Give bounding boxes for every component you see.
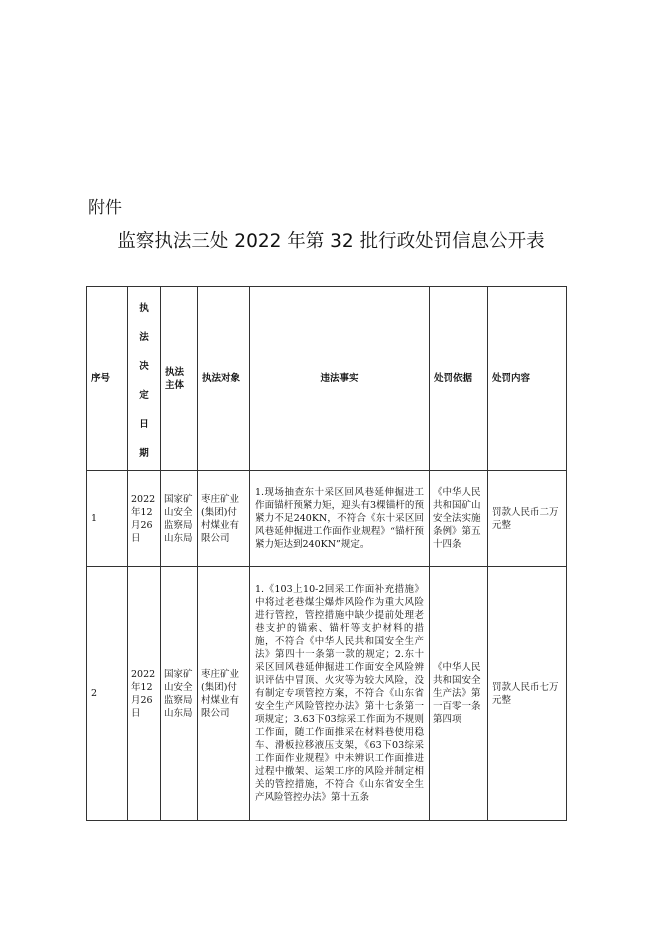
col-header-decision-date [128, 287, 161, 471]
row-penalty: 罚款人民币七万元整 [488, 567, 567, 821]
col-header-index: 序号 [87, 287, 128, 471]
row-index: 1 [87, 471, 128, 567]
row-basis: 《中华人民共和国矿山安全法实施条例》第五十四条 [430, 471, 488, 567]
row-index: 2 [87, 567, 128, 821]
row-decision-date: 2022年12月26日 [128, 567, 161, 821]
row-penalty: 罚款人民币二万元整 [488, 471, 567, 567]
row-target: 枣庄矿业(集团)付村煤业有限公司 [198, 567, 250, 821]
row-facts: 1.《103上10-2回采工作面补充措施》中将过老巷煤尘爆炸风险作为重大风险进行管控，管控措施中缺少提前处理老巷支护的锚索、锚杆等支护材料的措施，不符合《中华人民共和国安全生产法》第四十一条第一款的规定；2.东十采区回风巷延伸掘进工作面安全风险辨识评估中冒顶、火灾等为较大风险，没有制定专项管控方案，不符合《山东省安全生产风险管控办法》第十七条第一项规定；3.63下03综采工作面为不规则工作面，随工作面推采在材料巷使用稳车、滑板拉移液压支架，《63下03综采工作面作业规程》中未辨识工作面推进过程中撤架、运架工序的风险并制定相关的管控措施，不符合《山东省安全生产风险管控办法》第十五条 [250, 567, 430, 821]
col-header-target: 执法对象 [198, 287, 250, 471]
row-facts: 1.现场抽查东十采区回风巷延伸掘进工作面锚杆预紧力矩，迎头有3棵锚杆的预紧力不足240KN，不符合《东十采区回风巷延伸掘进工作面作业规程》“锚杆预紧力矩达到240KN”规定。 [250, 471, 430, 567]
col-header-penalty: 处罚内容 [488, 287, 567, 471]
col-header-decision-date-label: 执法决定日期 [139, 302, 149, 459]
table-row [87, 471, 567, 567]
penalty-table [86, 286, 567, 821]
attachment-label: 附件 [88, 198, 122, 218]
table-row [87, 567, 567, 821]
col-header-basis: 处罚依据 [430, 287, 488, 471]
row-basis: 《中华人民共和国安全生产法》第一百零一条第四项 [430, 567, 488, 821]
col-header-facts: 违法事实 [250, 287, 430, 471]
table-header-row [87, 287, 567, 471]
row-decision-date: 2022年12月26日 [128, 471, 161, 567]
col-header-authority: 执法主体 [161, 287, 198, 471]
page-title: 监察执法三处 2022 年第 32 批行政处罚信息公开表 [117, 231, 545, 252]
row-authority: 国家矿山安全监察局山东局 [161, 471, 198, 567]
row-authority: 国家矿山安全监察局山东局 [161, 567, 198, 821]
row-target: 枣庄矿业(集团)付村煤业有限公司 [198, 471, 250, 567]
